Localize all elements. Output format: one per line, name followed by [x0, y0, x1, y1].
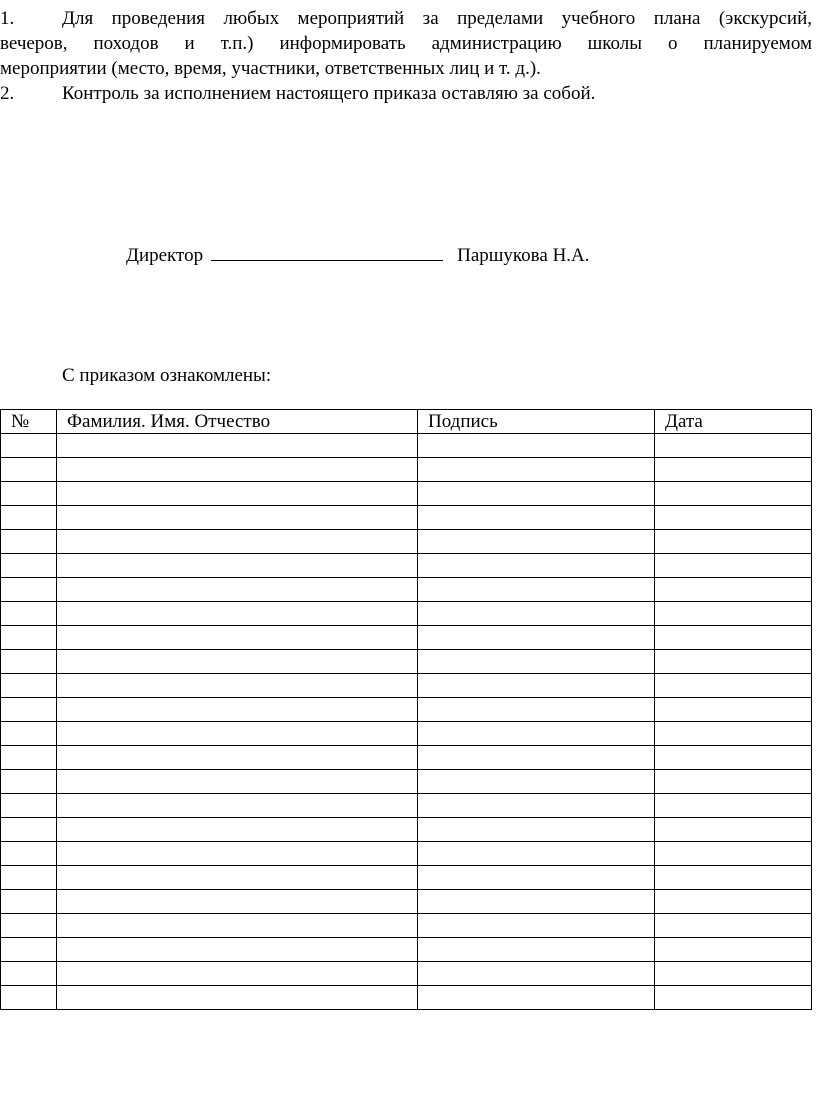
- cell-date[interactable]: [655, 890, 812, 914]
- cell-number[interactable]: [1, 482, 57, 506]
- table-row: [1, 554, 812, 578]
- cell-fullname[interactable]: [57, 722, 418, 746]
- table-row: [1, 530, 812, 554]
- cell-number[interactable]: [1, 650, 57, 674]
- cell-fullname[interactable]: [57, 602, 418, 626]
- cell-date[interactable]: [655, 794, 812, 818]
- item-text-line: мероприятии (место, время, участники, ответственных лиц и т. д.).: [0, 58, 541, 79]
- cell-number[interactable]: [1, 914, 57, 938]
- cell-date[interactable]: [655, 746, 812, 770]
- cell-date[interactable]: [655, 626, 812, 650]
- cell-fullname[interactable]: [57, 986, 418, 1010]
- signature-name: Паршукова Н.А.: [457, 245, 590, 266]
- cell-fullname[interactable]: [57, 554, 418, 578]
- cell-signature[interactable]: [418, 890, 655, 914]
- cell-date[interactable]: [655, 578, 812, 602]
- cell-fullname[interactable]: [57, 698, 418, 722]
- cell-fullname[interactable]: [57, 530, 418, 554]
- cell-date[interactable]: [655, 650, 812, 674]
- director-signature: [126, 242, 590, 268]
- cell-date[interactable]: [655, 986, 812, 1010]
- item-text-line: вечеров, походов и т.п.) информировать администрацию школы о планируемом: [0, 33, 812, 54]
- cell-number[interactable]: [1, 818, 57, 842]
- cell-date[interactable]: [655, 674, 812, 698]
- cell-fullname[interactable]: [57, 794, 418, 818]
- table-row: [1, 794, 812, 818]
- cell-number[interactable]: [1, 578, 57, 602]
- cell-number[interactable]: [1, 746, 57, 770]
- cell-number[interactable]: [1, 890, 57, 914]
- cell-fullname[interactable]: [57, 962, 418, 986]
- cell-signature[interactable]: [418, 722, 655, 746]
- acquaint-label: С приказом ознакомлены:: [62, 365, 272, 386]
- order-item-1: [0, 6, 812, 81]
- cell-date[interactable]: [655, 554, 812, 578]
- cell-date[interactable]: [655, 962, 812, 986]
- table-row: [1, 938, 812, 962]
- cell-date[interactable]: [655, 722, 812, 746]
- cell-fullname[interactable]: [57, 746, 418, 770]
- cell-fullname[interactable]: [57, 818, 418, 842]
- cell-number[interactable]: [1, 770, 57, 794]
- table-row: [1, 458, 812, 482]
- cell-signature[interactable]: [418, 482, 655, 506]
- cell-number[interactable]: [1, 842, 57, 866]
- table-row: [1, 434, 812, 458]
- cell-number[interactable]: [1, 530, 57, 554]
- cell-signature[interactable]: [418, 626, 655, 650]
- signature-line[interactable]: [211, 242, 443, 261]
- cell-number[interactable]: [1, 506, 57, 530]
- header-date: Дата: [655, 410, 812, 434]
- header-number: №: [1, 410, 57, 434]
- cell-signature[interactable]: [418, 770, 655, 794]
- cell-number[interactable]: [1, 554, 57, 578]
- item-number: 2.: [0, 83, 15, 104]
- cell-date[interactable]: [655, 938, 812, 962]
- table-row: [1, 914, 812, 938]
- cell-signature[interactable]: [418, 938, 655, 962]
- cell-signature[interactable]: [418, 794, 655, 818]
- signature-role: Директор: [126, 245, 204, 266]
- cell-date[interactable]: [655, 818, 812, 842]
- table-header-row: [1, 410, 812, 434]
- cell-date[interactable]: [655, 770, 812, 794]
- cell-signature[interactable]: [418, 602, 655, 626]
- table-row: [1, 722, 812, 746]
- cell-signature[interactable]: [418, 818, 655, 842]
- table-body: [1, 434, 812, 1010]
- header-signature: Подпись: [418, 410, 655, 434]
- cell-signature[interactable]: [418, 650, 655, 674]
- cell-date[interactable]: [655, 482, 812, 506]
- table-row: [1, 986, 812, 1010]
- cell-signature[interactable]: [418, 434, 655, 458]
- cell-date[interactable]: [655, 458, 812, 482]
- cell-number[interactable]: [1, 602, 57, 626]
- cell-fullname[interactable]: [57, 482, 418, 506]
- cell-number[interactable]: [1, 866, 57, 890]
- cell-fullname[interactable]: [57, 506, 418, 530]
- table-row: [1, 698, 812, 722]
- order-item-2: [0, 81, 812, 106]
- cell-number[interactable]: [1, 674, 57, 698]
- cell-signature[interactable]: [418, 578, 655, 602]
- cell-date[interactable]: [655, 698, 812, 722]
- cell-number[interactable]: [1, 794, 57, 818]
- cell-fullname[interactable]: [57, 914, 418, 938]
- table-row: [1, 650, 812, 674]
- cell-fullname[interactable]: [57, 434, 418, 458]
- cell-date[interactable]: [655, 914, 812, 938]
- cell-signature[interactable]: [418, 962, 655, 986]
- cell-number[interactable]: [1, 458, 57, 482]
- table-row: [1, 602, 812, 626]
- acquaintance-table: [0, 409, 812, 1010]
- cell-date[interactable]: [655, 530, 812, 554]
- cell-fullname[interactable]: [57, 842, 418, 866]
- cell-signature[interactable]: [418, 866, 655, 890]
- cell-date[interactable]: [655, 602, 812, 626]
- cell-number[interactable]: [1, 962, 57, 986]
- table-row: [1, 890, 812, 914]
- cell-fullname[interactable]: [57, 578, 418, 602]
- cell-fullname[interactable]: [57, 770, 418, 794]
- cell-signature[interactable]: [418, 458, 655, 482]
- cell-date[interactable]: [655, 842, 812, 866]
- table-row: [1, 674, 812, 698]
- cell-fullname[interactable]: [57, 674, 418, 698]
- cell-signature[interactable]: [418, 986, 655, 1010]
- cell-fullname[interactable]: [57, 626, 418, 650]
- table-row: [1, 578, 812, 602]
- cell-signature[interactable]: [418, 746, 655, 770]
- cell-fullname[interactable]: [57, 866, 418, 890]
- cell-fullname[interactable]: [57, 938, 418, 962]
- cell-signature[interactable]: [418, 674, 655, 698]
- cell-date[interactable]: [655, 434, 812, 458]
- cell-signature[interactable]: [418, 506, 655, 530]
- cell-number[interactable]: [1, 626, 57, 650]
- cell-number[interactable]: [1, 938, 57, 962]
- table-row: [1, 866, 812, 890]
- cell-number[interactable]: [1, 434, 57, 458]
- item-text-line: Для проведения любых мероприятий за пределами учебного плана (экскурсий,: [62, 8, 812, 29]
- item-number: 1.: [0, 8, 15, 29]
- table-row: [1, 962, 812, 986]
- cell-number[interactable]: [1, 698, 57, 722]
- cell-date[interactable]: [655, 866, 812, 890]
- cell-signature[interactable]: [418, 554, 655, 578]
- table-row: [1, 506, 812, 530]
- table-row: [1, 482, 812, 506]
- cell-signature[interactable]: [418, 914, 655, 938]
- cell-fullname[interactable]: [57, 650, 418, 674]
- table-row: [1, 818, 812, 842]
- cell-signature[interactable]: [418, 842, 655, 866]
- cell-number[interactable]: [1, 722, 57, 746]
- cell-number[interactable]: [1, 986, 57, 1010]
- cell-fullname[interactable]: [57, 890, 418, 914]
- table-row: [1, 770, 812, 794]
- table-row: [1, 842, 812, 866]
- cell-signature[interactable]: [418, 530, 655, 554]
- cell-fullname[interactable]: [57, 458, 418, 482]
- table-row: [1, 746, 812, 770]
- header-fullname: Фамилия. Имя. Отчество: [57, 410, 418, 434]
- table-row: [1, 626, 812, 650]
- item-text-line: Контроль за исполнением настоящего приказа оставляю за собой.: [62, 83, 596, 104]
- cell-signature[interactable]: [418, 698, 655, 722]
- cell-date[interactable]: [655, 506, 812, 530]
